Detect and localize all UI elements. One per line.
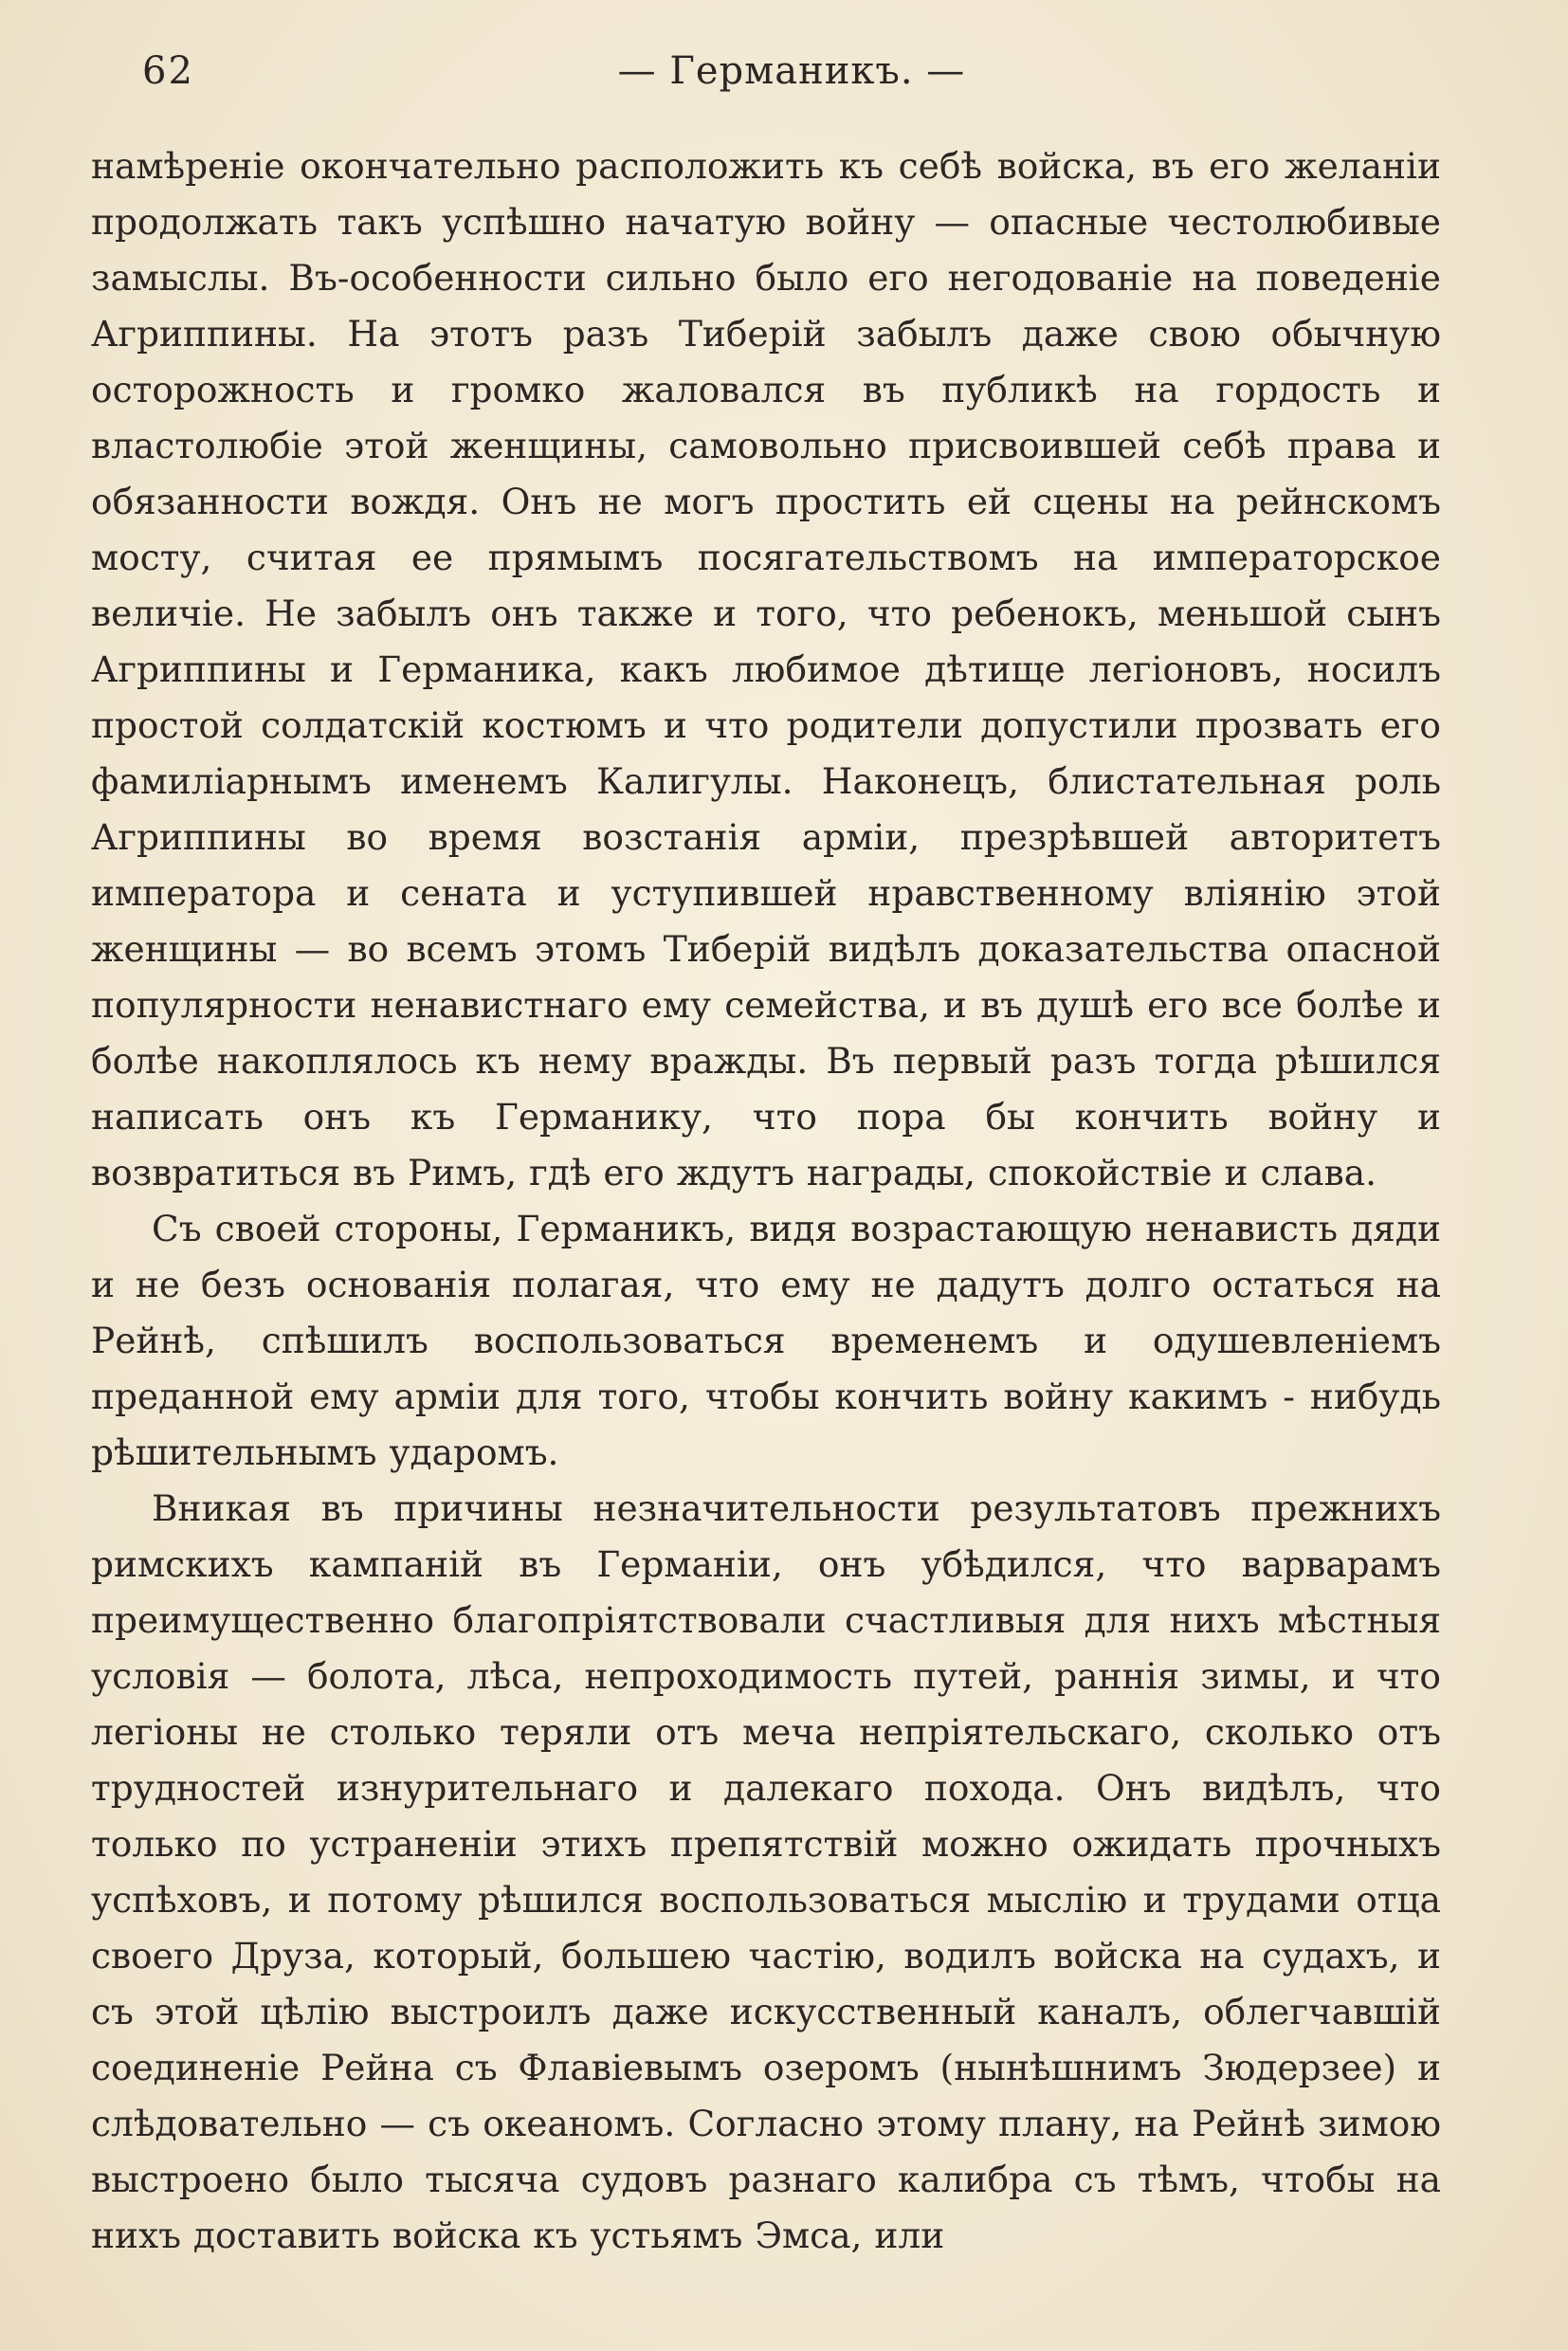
paragraph-continued: намѣреніе окончательно расположить къ себѣ войска, въ его желаніи продолжать такъ успѣшно начатую войну — опасные честолюбивые замыслы. Въ-особенности сильно было его негодованіе на поведеніе Агриппины. На этотъ разъ Тиберій забылъ даже свою обычную осторожность и громко жаловался въ публикѣ на гордость и властолюбіе этой женщины, самовольно присвоившей себѣ права и обязанности вождя. Онъ не могъ простить ей сцены на рейнскомъ мосту, считая ее прямымъ посягательствомъ на императорское величіе. Не забылъ онъ также и того, что ребенокъ, меньшой сынъ Агриппины и Германика, какъ любимое дѣтище легіоновъ, носилъ простой солдатскій костюмъ и что родители допустили прозвать его фамиліарнымъ именемъ Калигулы. Наконецъ, блистательная роль Агриппины во время возстанія арміи, презрѣвшей авторитетъ императора и сената и уступившей нравственному вліянію этой женщины — во всемъ этомъ Тиберій видѣлъ доказательства опасной популярности ненавистнаго ему семейства, и въ душѣ его все болѣе и болѣе накоплялось къ нему вражды. Въ первый разъ тогда рѣшился написать онъ къ Германику, что пора бы кончить войну и возвратиться въ Римъ, гдѣ его ждутъ награды, спокойствіе и слава. (91, 145, 1441, 1194)
running-head (142, 49, 1441, 116)
paragraph: Съ своей стороны, Германикъ, видя возрастающую ненависть дяди и не безъ основанія полагая, что ему не дадутъ долго остаться на Рейнѣ, спѣшилъ воспользоваться временемъ и одушевленіемъ преданной ему арміи для того, чтобы кончить войну какимъ - нибудь рѣшительнымъ ударомъ. (91, 1208, 1441, 1473)
paragraph: Вникая въ причины незначительности результатовъ прежнихъ римскихъ кампаній въ Германіи, онъ убѣдился, что варварамъ преимущественно благопріятствовали счастливыя для нихъ мѣстныя условія — болота, лѣса, непроходимость путей, раннія зимы, и что легіоны не столько теряли отъ меча непріятельскаго, сколько отъ трудностей изнурительнаго и далекаго похода. Онъ видѣлъ, что только по устраненіи этихъ препятствій можно ожидать прочныхъ успѣховъ, и потому рѣшился воспользоваться мыслію и трудами отца своего Друза, который, большею частію, водилъ войска на судахъ, и съ этой цѣлію выстроилъ даже искусственный каналъ, облегчавшій соединеніе Рейна съ Флавіевымъ озеромъ (нынѣшнимъ Зюдерзее) и слѣдовательно — съ океаномъ. Согласно этому плану, на Рейнѣ зимою выстроено было тысяча судовъ разнаго калибра съ тѣмъ, чтобы на нихъ доставить войска къ устьямъ Эмса, или (91, 1487, 1441, 2256)
running-title: — Германикъ. — (617, 49, 966, 93)
page-number: 62 (142, 49, 194, 93)
body-text (91, 138, 1441, 2264)
